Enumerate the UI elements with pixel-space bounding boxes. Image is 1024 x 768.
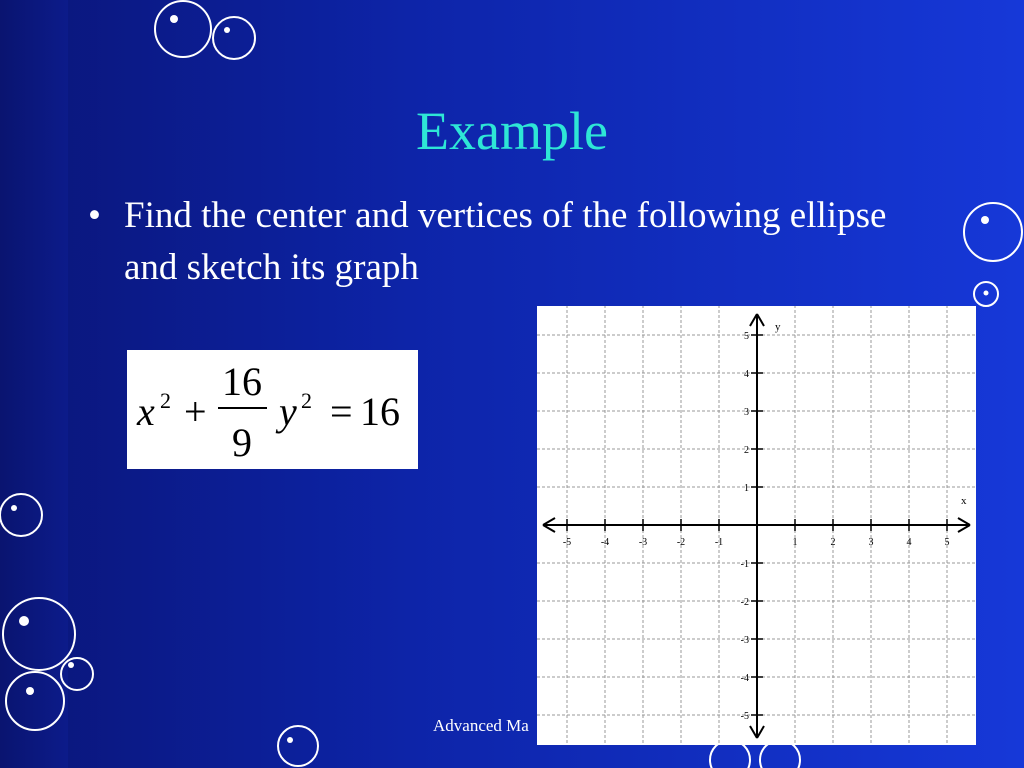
x-tick-label: 1 xyxy=(792,537,798,548)
x-tick-label: -2 xyxy=(676,537,686,548)
graph-panel xyxy=(537,306,976,745)
y-tick-label: -4 xyxy=(740,673,749,684)
equation xyxy=(127,350,418,469)
bubble-icon xyxy=(0,494,42,536)
bubble-icon xyxy=(278,726,318,766)
y-tick-label: -1 xyxy=(740,559,749,570)
equation-box xyxy=(127,350,418,469)
x-tick-label: -3 xyxy=(638,537,648,548)
bubble-icon xyxy=(213,17,255,59)
eq-denominator: 9 xyxy=(232,420,252,465)
y-tick-label: -3 xyxy=(740,635,749,646)
bubble-icon xyxy=(6,672,64,730)
bubble-icon xyxy=(3,598,75,670)
y-tick-label: 4 xyxy=(744,369,749,380)
y-axis-label: y xyxy=(775,321,781,333)
x-tick-label: 4 xyxy=(906,537,912,548)
eq-y-exponent: 2 xyxy=(301,388,312,413)
x-tick-label: -5 xyxy=(562,537,572,548)
eq-y-var: y xyxy=(279,389,297,434)
eq-x-var: x xyxy=(137,389,155,434)
y-tick-label: 2 xyxy=(744,445,749,456)
bullet-marker: • xyxy=(88,195,101,236)
x-tick-label: -1 xyxy=(714,537,724,548)
eq-equals: = xyxy=(330,389,353,434)
y-tick-label: -2 xyxy=(740,597,749,608)
x-tick-label: -4 xyxy=(600,537,610,548)
x-tick-label: 3 xyxy=(868,537,874,548)
y-tick-label: 5 xyxy=(744,331,749,342)
bubble-icon xyxy=(155,1,211,57)
eq-x-exponent: 2 xyxy=(160,388,171,413)
bullet-item xyxy=(88,190,948,294)
eq-rhs: 16 xyxy=(360,389,400,434)
x-tick-label: 2 xyxy=(830,537,836,548)
bullet-text: Find the center and vertices of the following ellipse and sketch its graph xyxy=(124,195,887,288)
y-tick-label: 3 xyxy=(744,407,749,418)
x-tick-label: 5 xyxy=(944,537,950,548)
bubble-icon xyxy=(964,203,1022,261)
eq-plus: + xyxy=(184,389,207,434)
x-axis-label: x xyxy=(961,495,967,507)
coordinate-grid xyxy=(537,306,976,745)
footer-text: Advanced Ma xyxy=(433,716,529,735)
eq-numerator: 16 xyxy=(222,359,262,404)
slide-title: Example xyxy=(416,101,608,161)
bubble-icon xyxy=(61,658,93,690)
y-tick-label: 1 xyxy=(744,483,749,494)
y-tick-label: -5 xyxy=(740,711,749,722)
